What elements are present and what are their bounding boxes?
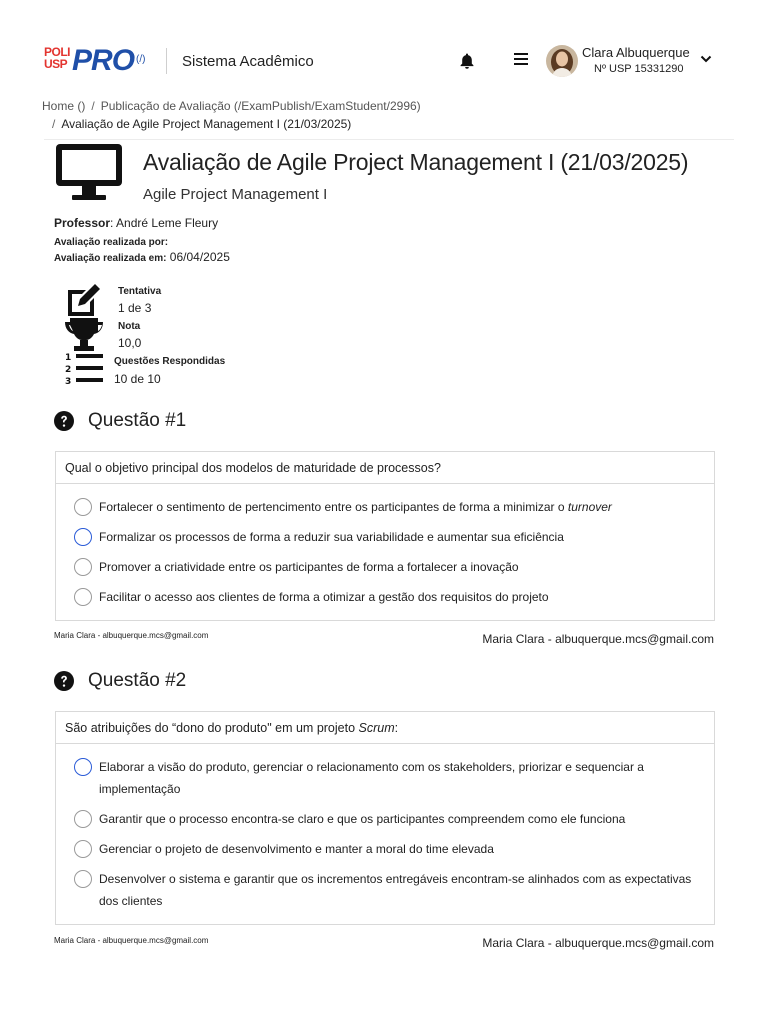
- header-rule: [44, 139, 734, 140]
- user-avatar[interactable]: [546, 45, 578, 77]
- breadcrumb-current: Avaliação de Agile Project Management I (21/03/2025): [61, 117, 352, 131]
- answered-value: 10 de 10: [114, 372, 161, 386]
- question-2-card: [55, 711, 715, 925]
- user-name[interactable]: Clara Albuquerque: [582, 45, 690, 60]
- q2-option-4-radio[interactable]: [74, 870, 92, 888]
- q1-option-3[interactable]: [74, 556, 714, 578]
- breadcrumb-publish-link[interactable]: Publicação de Avaliação (/ExamPublish/ExamStudent/2996): [100, 99, 421, 113]
- q2-option-1-label: Elaborar a visão do produto, gerenciar o relacionamento com os stakeholders, priorizar e sequenciar a implementação: [99, 760, 644, 796]
- question-1-title: Questão #1: [88, 410, 187, 431]
- q1-option-1-label: [99, 496, 699, 518]
- breadcrumb: Home () / Publicação de Avaliação (/ExamPublish/ExamStudent/2996) / Avaliação de Agile Project Management I (21/03/2025): [42, 99, 421, 131]
- question-2-prompt: [56, 712, 714, 744]
- q1-option-4[interactable]: [74, 586, 714, 608]
- done-on-line: [54, 250, 230, 264]
- grade-label: Nota: [118, 321, 141, 332]
- breadcrumb-home-link[interactable]: Home (): [42, 99, 86, 113]
- question-2-prompt-end: :: [394, 720, 399, 735]
- question-2-prompt-italic: Scrum: [358, 720, 395, 735]
- q2-option-2-label: Garantir que o processo encontra-se claro e que os participantes compreendem como ele funciona: [99, 812, 626, 826]
- logo-poli-text: POLI: [44, 45, 71, 59]
- svg-text:1: 1: [65, 353, 72, 363]
- question-1-options: [56, 484, 714, 620]
- q2-footer-watermark: Maria Clara - albuquerque.mcs@gmail.com: [482, 936, 714, 950]
- q1-option-2-radio-selected[interactable]: [74, 528, 92, 546]
- attempt-value: 1 de 3: [118, 301, 152, 315]
- q1-option-3-radio[interactable]: [74, 558, 92, 576]
- question-1-heading: [54, 410, 186, 432]
- q1-option-1[interactable]: [74, 496, 714, 518]
- header-divider: [166, 48, 167, 74]
- q1-footer-watermark: Maria Clara - albuquerque.mcs@gmail.com: [482, 632, 714, 646]
- q1-option-4-radio[interactable]: [74, 588, 92, 606]
- polipro-logo[interactable]: [44, 46, 145, 78]
- q1-option-1-text: Fortalecer o sentimento de pertencimento entre os participantes de forma a minimizar o: [99, 500, 568, 514]
- numbered-list-icon: [64, 350, 104, 386]
- logo-suffix: (/): [136, 54, 146, 65]
- question-2-options: [56, 744, 714, 924]
- q1-option-1-italic: turnover: [567, 500, 612, 514]
- question-2-heading: [54, 670, 186, 692]
- professor-name: : André Leme Fleury: [110, 216, 219, 230]
- svg-text:3: 3: [65, 377, 72, 386]
- user-usp-number: Nº USP 15331290: [594, 63, 684, 75]
- chevron-down-icon[interactable]: [700, 54, 712, 64]
- done-on-label: Avaliação realizada em:: [54, 253, 167, 264]
- answered-label: Questões Respondidas: [114, 356, 226, 367]
- edit-note-icon: [64, 282, 104, 318]
- q2-option-3-radio[interactable]: [74, 840, 92, 858]
- q2-option-3-label: Gerenciar o projeto de desenvolvimento e manter a moral do time elevada: [99, 842, 494, 856]
- done-by-line: [54, 234, 168, 248]
- q1-option-3-label: Promover a criatividade entre os participantes de forma a fortalecer a inovação: [99, 560, 519, 574]
- q1-footer-small: Maria Clara - albuquerque.mcs@gmail.com: [54, 631, 209, 640]
- trophy-icon: [64, 316, 104, 352]
- question-circle-icon: [54, 411, 74, 431]
- q2-option-4-label: Desenvolver o sistema e garantir que os incrementos entregáveis encontram-se alinhados com as expectativas dos clientes: [99, 872, 692, 908]
- attempt-label: Tentativa: [118, 286, 162, 297]
- question-1-prompt: Qual o objetivo principal dos modelos de maturidade de processos?: [56, 452, 714, 484]
- grade-value: 10,0: [118, 336, 142, 350]
- q2-option-1[interactable]: [74, 756, 714, 800]
- hamburger-menu-icon[interactable]: [513, 52, 529, 66]
- q2-option-2[interactable]: [74, 808, 714, 830]
- logo-usp-text: USP: [44, 57, 68, 71]
- app-name: Sistema Acadêmico: [182, 53, 314, 70]
- q2-option-2-radio[interactable]: [74, 810, 92, 828]
- q1-option-2-label: Formalizar os processos de forma a reduzir sua variabilidade e aumentar sua eficiência: [99, 530, 564, 544]
- professor-label: Professor: [54, 216, 111, 230]
- course-name: Agile Project Management I: [143, 186, 328, 203]
- question-circle-icon: [54, 671, 74, 691]
- logo-pro-text: PRO: [72, 44, 135, 77]
- done-by-label: Avaliação realizada por:: [54, 237, 169, 248]
- q1-option-2[interactable]: [74, 526, 714, 548]
- q1-option-4-label: Facilitar o acesso aos clientes de forma a otimizar a gestão dos requisitos do projeto: [99, 590, 549, 604]
- q1-option-1-radio[interactable]: [74, 498, 92, 516]
- exam-title: Avaliação de Agile Project Management I (21/03/2025): [143, 149, 689, 175]
- question-2-title: Questão #2: [88, 670, 187, 691]
- top-header: [0, 0, 768, 90]
- notification-bell-icon[interactable]: [458, 52, 476, 70]
- professor-line: [54, 216, 218, 230]
- monitor-icon: [54, 142, 124, 202]
- question-2-prompt-text: São atribuições do “dono do produto" em um projeto: [65, 720, 356, 735]
- question-1-card: [55, 451, 715, 621]
- done-on-date: 06/04/2025: [166, 250, 230, 264]
- q2-option-1-radio-selected[interactable]: [74, 758, 92, 776]
- q2-option-3[interactable]: [74, 838, 714, 860]
- q2-option-4[interactable]: [74, 868, 714, 912]
- svg-text:2: 2: [65, 365, 72, 375]
- q2-footer-small: Maria Clara - albuquerque.mcs@gmail.com: [54, 936, 209, 945]
- logo-poli-usp: [44, 46, 70, 70]
